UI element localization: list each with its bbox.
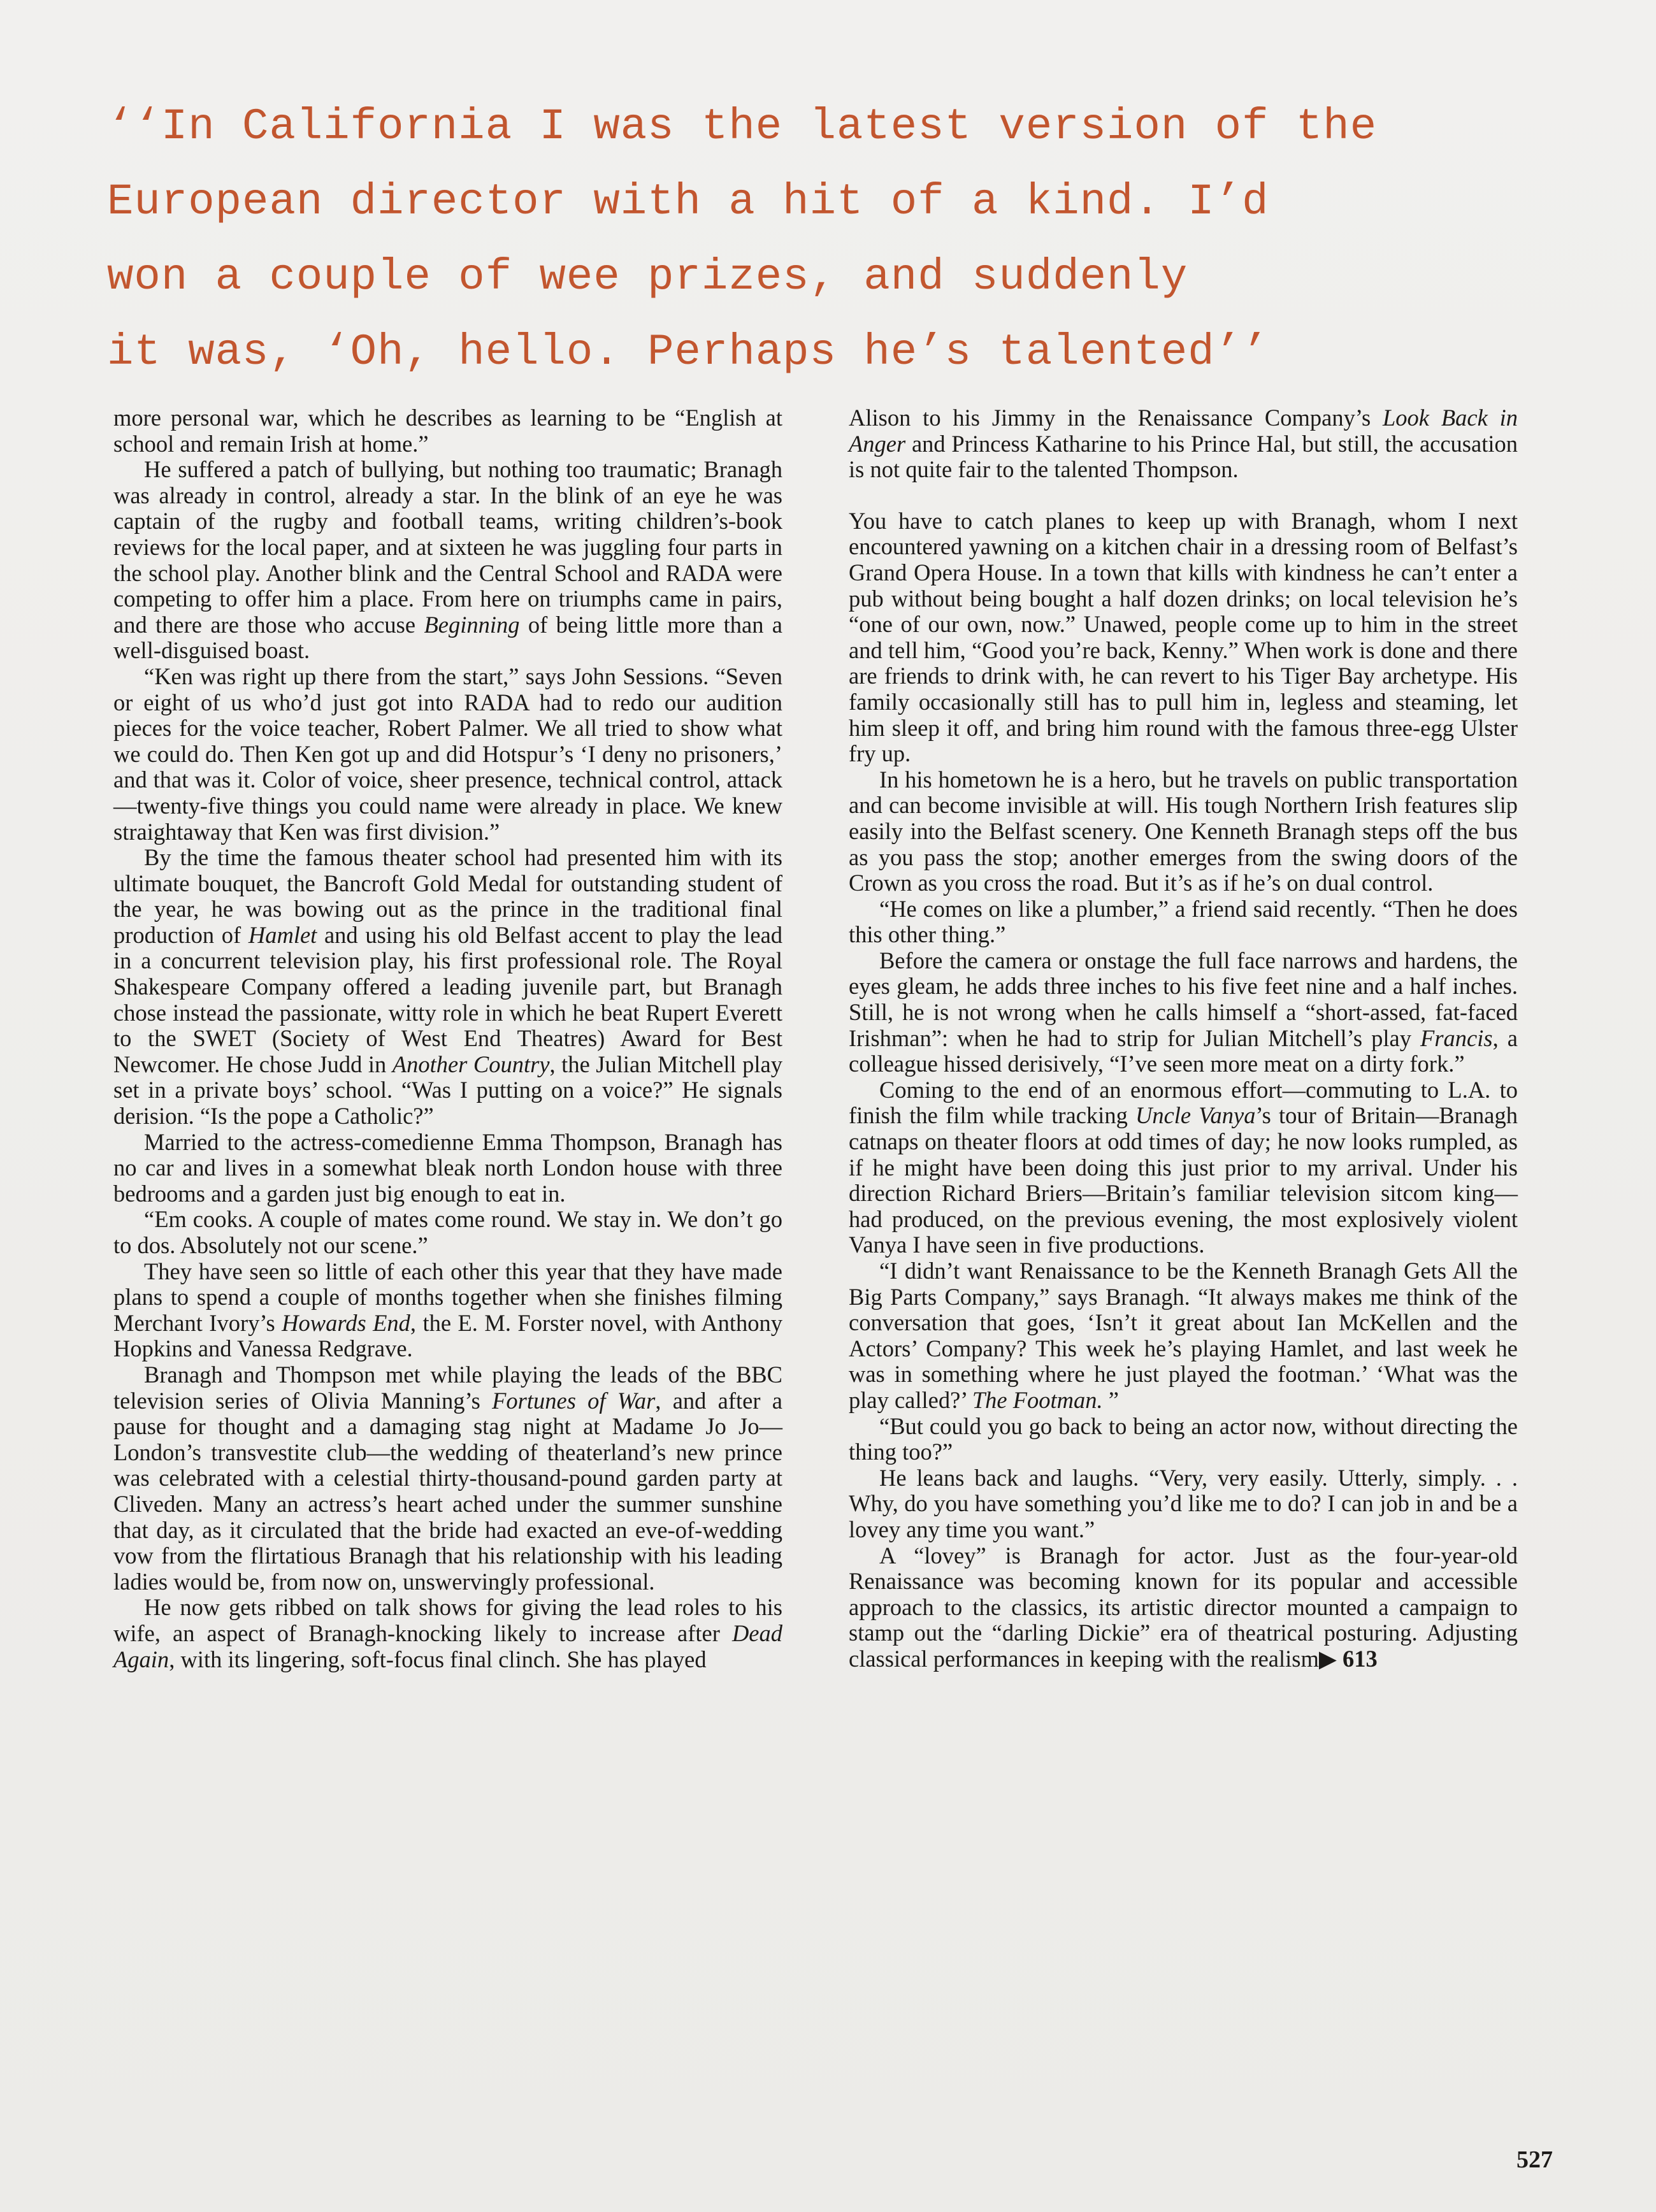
italic-title: Fortunes of War: [492, 1387, 656, 1414]
paragraph-text: You have to catch planes to keep up with Branagh, whom I next encountered yawning on a kitchen chair in a dressing room of Belfast’s Grand Opera House. In a town that kills with kindness he can’t enter a pub without being bought a half dozen drinks; on local television he’s “one of our own, now.” Unawed, people come up to him in the street and tell him, “Good you’re back, Kenny.” When work is done and there are friends to drink with, he can revert to his Tiger Bay archetype. His family occasionally still has to pull him in, legless and steaming, let him sleep it off, and bring him round with the famous three-egg Ulster fry up.: [849, 507, 1518, 767]
paragraph: [113, 1130, 782, 1207]
paragraph: [113, 405, 782, 457]
paragraph-text: of being little more than a well-disguised boast.: [113, 611, 783, 664]
paragraph-text: ”: [1102, 1386, 1119, 1413]
paragraph: [849, 948, 1518, 1077]
paragraph: [113, 664, 782, 845]
pull-quote-line: European director with a hit of a kind. I’d: [107, 177, 1269, 227]
paragraph: [849, 767, 1518, 896]
paragraph-text: Branagh and Thompson met while playing the leads of the BBC television series of Olivia Manning’s: [113, 1361, 782, 1414]
italic-title: Look Back in Anger: [849, 405, 1518, 457]
paragraph-text: , with its lingering, soft-focus final clinch. She has played: [169, 1646, 707, 1672]
article-column-right: [849, 405, 1518, 1672]
paragraph: [849, 1258, 1518, 1414]
paragraph: [849, 508, 1518, 767]
paragraph-text: and Princess Katharine to his Prince Hal, but still, the accusation is not quite fair to the talented Thompson.: [849, 430, 1518, 483]
paragraph-text: A “lovey” is Branagh for actor. Just as the four-year-old Renaissance was becoming known for its popular and accessible approach to the classics, its artistic director mounted a campaign to stamp out the “darling Dickie” era of theatrical posturing. Adjusting classical performances in keeping with the realism: [849, 1542, 1518, 1672]
paragraph-text: “He comes on like a plumber,” a friend said recently. “Then he does this other thing.”: [849, 895, 1518, 948]
paragraph: [113, 457, 782, 664]
pull-quote-line: it was, ‘Oh, hello. Perhaps he’s talented’’: [107, 327, 1269, 377]
pull-quote-line: ‘‘In California I was the latest version of the: [107, 102, 1378, 152]
continued-jump: ▶ 613: [1318, 1645, 1378, 1672]
paragraph: [113, 1595, 782, 1672]
paragraph: [849, 1414, 1518, 1465]
paragraph-text: He suffered a patch of bullying, but nothing too traumatic; Branagh was already in control, already a star. In the blink of an eye he was captain of the rugby and football teams, writing children’s-book reviews for the local paper, and at sixteen he was juggling four parts in the school play. Another blink and the Central School and RADA were competing to offer him a place. From here on triumphs came in pairs, and there are those who accuse: [113, 456, 782, 638]
italic-title: Dead Again: [113, 1620, 782, 1672]
paragraph-text: In his hometown he is a hero, but he travels on public transportation and can become invisible at will. His tough Northern Irish features slip easily into the Belfast scenery. One Kenneth Branagh steps off the bus as you pass the stop; another emerges from the swing doors of the Crown as you cross the road. But it’s as if he’s on dual control.: [849, 766, 1518, 896]
paragraph-text: They have seen so little of each other this year that they have made plans to spend a couple of months together when she finishes filming Merchant Ivory’s: [113, 1258, 782, 1336]
paragraph-text: He now gets ribbed on talk shows for giving the lead roles to his wife, an aspect of Branagh-knocking likely to increase after: [113, 1594, 782, 1646]
italic-title: Uncle Vanya: [1135, 1102, 1256, 1129]
paragraph-text: Alison to his Jimmy in the Renaissance Company’s: [849, 405, 1371, 431]
article-column-left: [113, 405, 782, 1672]
paragraph-text: ’s tour of Britain—Branagh catnaps on theater floors at odd times of day; he now looks rumpled, as if he might have been doing this just prior to my arrival. Under his direction Richard Briers—Britain’s familiar television sitcom king—had produced, on the previous evening, the most explosively violent Vanya I have seen in five productions.: [849, 1102, 1518, 1258]
paragraph-text: Coming to the end of an enormous effort—commuting to L.A. to finish the film while tracking: [849, 1076, 1518, 1129]
pull-quote-line: won a couple of wee prizes, and suddenly: [107, 252, 1188, 302]
paragraph: [113, 1259, 782, 1362]
paragraph-text: “But could you go back to being an actor now, without directing the thing too?”: [849, 1412, 1518, 1465]
paragraph: [849, 1465, 1518, 1543]
paragraph-text: He leans back and laughs. “Very, very easily. Utterly, simply. . . Why, do you have something you’d like me to do? I can job in and be a lovey any time you want.”: [849, 1464, 1518, 1542]
italic-title: Hamlet: [248, 921, 317, 948]
page-number: 527: [1516, 2146, 1553, 2173]
paragraph-text: Before the camera or onstage the full face narrows and hardens, the eyes gleam, he adds three inches to his five feet nine and a half inches. Still, he is not wrong when he calls himself a “short-assed, fat-faced Irishman”: when he had to strip for Julian Mitchell’s play: [849, 947, 1518, 1051]
italic-title: Another Country: [392, 1051, 550, 1077]
italic-title: Howards End: [282, 1309, 410, 1336]
paragraph: [113, 1207, 782, 1258]
paragraph-text: “Ken was right up there from the start,” says John Sessions. “Seven or eight of us who’d just got into RADA had to redo our audition pieces for the voice teacher, Robert Palmer. We all tried to show what we could do. Then Ken got up and did Hotspur’s ‘I deny no prisoners,’ and that was it. Color of voice, sheer presence, technical control, attack—twenty-five things you could name were already in place. We knew straightaway that Ken was first division.”: [113, 663, 782, 845]
paragraph: [849, 405, 1518, 483]
paragraph: [849, 1077, 1518, 1258]
paragraph: [113, 1362, 782, 1595]
italic-title: Beginning: [424, 611, 520, 638]
paragraph-text: more personal war, which he describes as learning to be “English at school and remain Irish at home.”: [113, 405, 782, 457]
paragraph-text: , a colleague hissed derisively, “I’ve seen more meat on a dirty fork.”: [849, 1024, 1518, 1077]
paragraph: [849, 896, 1518, 948]
paragraph-text: , the E. M. Forster novel, with Anthony Hopkins and Vanessa Redgrave.: [113, 1309, 782, 1362]
paragraph-text: , and after a pause for thought and a damaging stag night at Madame Jo Jo—London’s transvestite club—the wedding of theaterland’s new prince was celebrated with a celestial thirty-thousand-pound garden party at Cliveden. Many an actress’s heart ached under the summer sunshine that day, as it circulated that the bride had exacted an eve-of-wedding vow from the flirtatious Branagh that his relationship with his leading ladies would be, from now on, unswervingly professional.: [113, 1387, 782, 1595]
paragraph-text: “Em cooks. A couple of mates come round. We stay in. We don’t go to dos. Absolutely not our scene.”: [113, 1206, 782, 1258]
paragraph: [113, 845, 782, 1130]
italic-title: The Footman.: [972, 1386, 1103, 1413]
paragraph: [849, 1543, 1518, 1672]
paragraph-text: Married to the actress-comedienne Emma Thompson, Branagh has no car and lives in a somewhat bleak north London house with three bedrooms and a garden just big enough to eat in.: [113, 1128, 782, 1207]
paragraph-text: , the Julian Mitchell play set in a private boys’ school. “Was I putting on a voice?” He signals derision. “Is the pope a Catholic?”: [113, 1051, 782, 1130]
paragraph-text: By the time the famous theater school had presented him with its ultimate bouquet, the Bancroft Gold Medal for outstanding student of the year, he was bowing out as the prince in the traditional final production of: [113, 844, 782, 948]
italic-title: Francis: [1420, 1024, 1493, 1051]
pull-quote: [107, 89, 1636, 390]
paragraph-text: and using his old Belfast accent to play the lead in a concurrent television play, his first professional role. The Royal Shakespeare Company offered a leading juvenile part, but Branagh chose instead the passionate, witty role in which he beat Rupert Everett to the SWET (Society of West End Theatres) Award for Best Newcomer. He chose Judd in: [113, 921, 783, 1077]
paragraph-text: “I didn’t want Renaissance to be the Kenneth Branagh Gets All the Big Parts Company,” says Branagh. “It always makes me think of the conversation that goes, ‘Isn’t it great about Ian McKellen and the Actors’ Company? This week he’s playing Hamlet, and last week he was in something where he just played the footman.’ ‘What was the play called?’: [849, 1258, 1518, 1413]
